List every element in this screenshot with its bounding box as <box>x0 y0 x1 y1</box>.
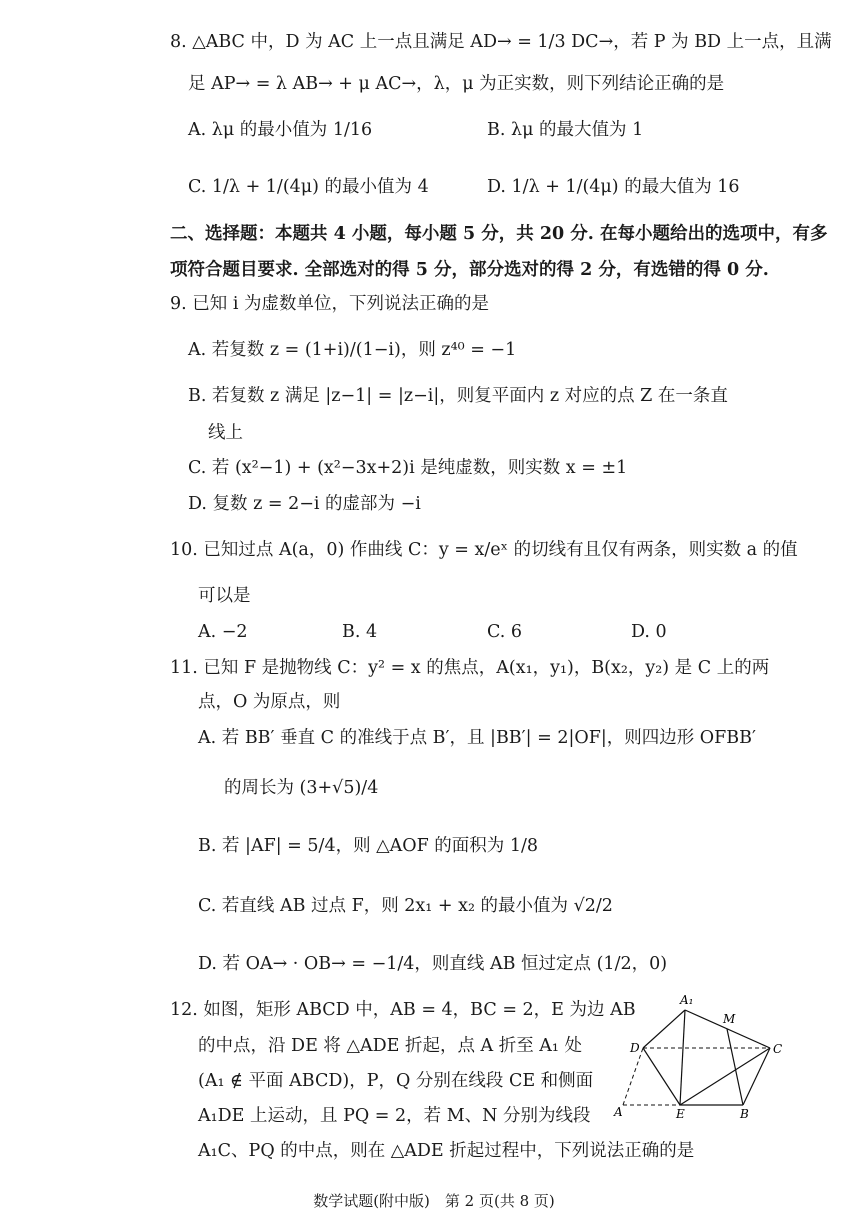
q9-option-d: D. 复数 z = 2−i 的虚部为 −i <box>188 494 421 514</box>
q12-stem-line2: 的中点，沿 DE 将 △ADE 折起，点 A 折至 A₁ 处 <box>198 1036 582 1056</box>
label-a: A <box>614 1105 623 1119</box>
q11-option-d: D. 若 OA→ · OB→ = −1/4，则直线 AB 恒过定点 (1/2，0) <box>198 954 668 974</box>
label-m: M <box>723 1012 736 1026</box>
q10-option-d: D. 0 <box>631 622 667 642</box>
q8-option-c: C. 1/λ + 1/(4μ) 的最小值为 4 <box>188 177 429 197</box>
q8-stem-line1: 8. △ABC 中，D 为 AC 上一点且满足 AD→ = 1/3 DC→，若 P 为 BD 上一点，且满 <box>170 32 832 52</box>
label-d: D <box>630 1041 640 1055</box>
q10-stem-line2: 可以是 <box>198 586 251 606</box>
q10-option-a: A. −2 <box>198 622 248 642</box>
q8-option-d: D. 1/λ + 1/(4μ) 的最大值为 16 <box>487 177 740 197</box>
q12-stem-line3: (A₁ ∉ 平面 ABCD)，P，Q 分别在线段 CE 和侧面 <box>198 1071 594 1091</box>
page-footer: 数学试题(附中版) 第 2 页(共 8 页) <box>313 1192 555 1210</box>
label-e: E <box>676 1107 685 1120</box>
q10-stem-line1: 10. 已知过点 A(a，0) 作曲线 C：y = x/eˣ 的切线有且仅有两条，则实数 a 的值 <box>170 540 798 560</box>
q11-stem-line2: 点，O 为原点，则 <box>198 692 341 712</box>
section-heading-line2: 项符合题目要求. 全部选对的得 5 分，部分选对的得 2 分，有选错的得 0 分. <box>170 260 769 280</box>
q10-option-c: C. 6 <box>487 622 523 642</box>
q9-stem: 9. 已知 i 为虚数单位，下列说法正确的是 <box>170 294 489 314</box>
q8-option-a: A. λμ 的最小值为 1/16 <box>188 120 373 140</box>
q11-option-c: C. 若直线 AB 过点 F，则 2x₁ + x₂ 的最小值为 √2/2 <box>198 896 613 916</box>
q9-option-b-line1: B. 若复数 z 满足 |z−1| = |z−i|，则复平面内 z 对应的点 Z 在一条直 <box>188 386 728 406</box>
q9-option-b-line2: 线上 <box>208 423 243 443</box>
q9-option-c: C. 若 (x²−1) + (x²−3x+2)i 是纯虚数，则实数 x = ±1 <box>188 458 628 478</box>
q11-option-a-line1: A. 若 BB′ 垂直 C 的准线于点 B′，且 |BB′| = 2|OF|，则四边形 OFBB′ <box>198 728 756 748</box>
q8-option-b: B. λμ 的最大值为 1 <box>487 120 644 140</box>
label-a1: A₁ <box>680 993 694 1007</box>
q11-stem-line1: 11. 已知 F 是抛物线 C：y² = x 的焦点，A(x₁，y₁)，B(x₂，y₂) 是 C 上的两 <box>170 658 770 678</box>
q8-stem-line2: 足 AP→ = λ AB→ + μ AC→，λ，μ 为正实数，则下列结论正确的是 <box>188 74 725 94</box>
section-heading-line1: 二、选择题：本题共 4 小题，每小题 5 分，共 20 分. 在每小题给出的选项中，有多 <box>170 224 828 244</box>
label-b: B <box>740 1107 749 1120</box>
q12-stem-line4: A₁DE 上运动，且 PQ = 2，若 M、N 分别为线段 <box>198 1106 591 1126</box>
q10-option-b: B. 4 <box>342 622 378 642</box>
q11-option-b: B. 若 |AF| = 5/4，则 △AOF 的面积为 1/8 <box>198 836 539 856</box>
label-c: C <box>773 1042 783 1056</box>
q12-figure <box>610 990 790 1120</box>
q12-stem-line1: 12. 如图，矩形 ABCD 中，AB = 4，BC = 2，E 为边 AB <box>170 1000 636 1020</box>
q12-stem-line5: A₁C、PQ 的中点，则在 △ADE 折起过程中，下列说法正确的是 <box>198 1141 695 1161</box>
q9-option-a: A. 若复数 z = (1+i)/(1−i)，则 z⁴⁰ = −1 <box>188 340 517 360</box>
q11-option-a-line2: 的周长为 (3+√5)/4 <box>224 778 379 798</box>
